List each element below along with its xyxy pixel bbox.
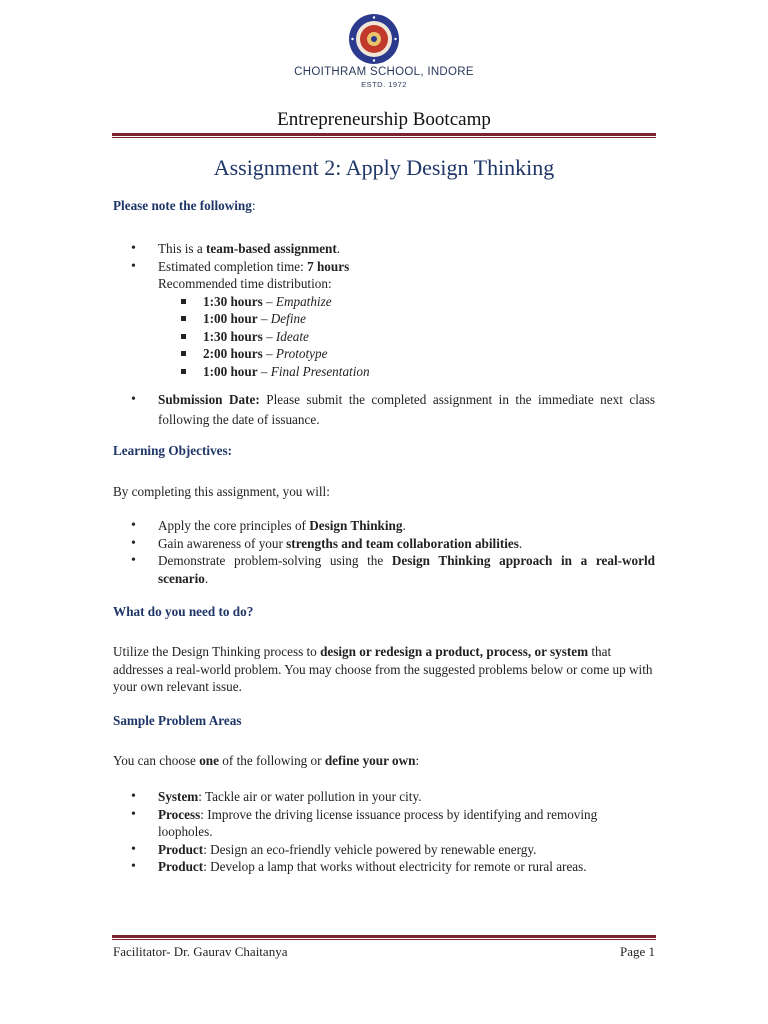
course-title: Entrepreneurship Bootcamp bbox=[277, 109, 491, 130]
time-distribution-list bbox=[113, 293, 655, 381]
sample-heading: Sample Problem Areas bbox=[113, 713, 242, 728]
objectives-intro: By completing this assignment, you will: bbox=[113, 484, 330, 499]
list-item: 1:30 hours – Ideate bbox=[113, 328, 655, 346]
objectives-list bbox=[113, 517, 655, 587]
list-item: • Apply the core principles of Design Thinking. bbox=[113, 517, 655, 535]
assignment-title: Assignment 2: Apply Design Thinking bbox=[213, 155, 555, 180]
submission-block bbox=[113, 390, 655, 430]
list-item: 1:30 hours – Empathize bbox=[113, 293, 655, 311]
todo-heading: What do you need to do? bbox=[113, 604, 254, 619]
list-item: • Product: Design an eco-friendly vehicle powered by renewable energy. bbox=[113, 841, 655, 859]
header-divider bbox=[112, 133, 656, 138]
list-item: • This is a team-based assignment. bbox=[113, 240, 655, 258]
school-name: CHOITHRAM SCHOOL, INDORE bbox=[294, 66, 474, 78]
objectives-heading: Learning Objectives: bbox=[113, 443, 233, 458]
facilitator-name: Facilitator- Dr. Gaurav Chaitanya bbox=[113, 944, 288, 959]
footer-divider bbox=[112, 935, 656, 940]
list-item: • Submission Date: Please submit the completed assignment in the immediate next class following the date of issuance. bbox=[113, 390, 655, 430]
sample-intro: You can choose one of the following or define your own: bbox=[113, 753, 420, 768]
list-item: • System: Tackle air or water pollution in your city. bbox=[113, 788, 655, 806]
list-item: • Demonstrate problem-solving using the Design Thinking approach in a real-world scenario. bbox=[113, 552, 655, 587]
note-heading: Please note the following: bbox=[113, 198, 256, 213]
list-item: 1:00 hour – Final Presentation bbox=[113, 363, 655, 381]
todo-paragraph: Utilize the Design Thinking process to design or redesign a product, process, or system that addresses a real-world problem. You may choose from the suggested problems below or come up with your own relevant issue. bbox=[113, 644, 653, 694]
page-footer bbox=[113, 944, 655, 960]
school-established: ESTD. 1972 bbox=[361, 80, 407, 89]
sample-list bbox=[113, 788, 655, 876]
list-item: • Process: Improve the driving license issuance process by identifying and removing loopholes. bbox=[113, 806, 655, 841]
school-logo bbox=[348, 13, 400, 65]
note-list bbox=[113, 240, 655, 380]
list-item: • Product: Develop a lamp that works without electricity for remote or rural areas. bbox=[113, 858, 655, 876]
list-item: 2:00 hours – Prototype bbox=[113, 345, 655, 363]
list-item: • Gain awareness of your strengths and team collaboration abilities. bbox=[113, 535, 655, 553]
list-item: 1:00 hour – Define bbox=[113, 310, 655, 328]
list-item: • Estimated completion time: 7 hours Recommended time distribution: bbox=[113, 258, 655, 293]
page-number: Page 1 bbox=[619, 944, 655, 959]
